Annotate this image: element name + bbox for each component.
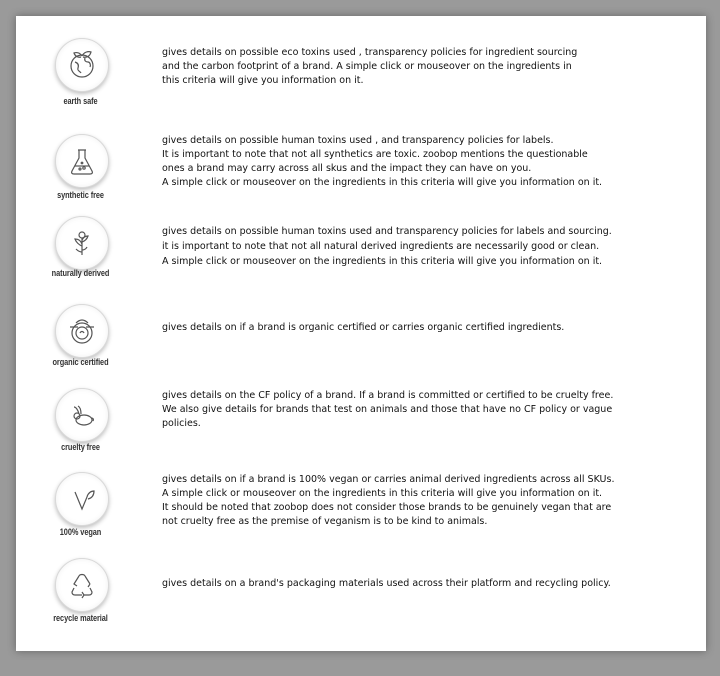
criteria-description: gives details on a brand's packaging materials used across their platform and recycling policy. — [162, 578, 611, 589]
criteria-label: synthetic free — [57, 190, 104, 200]
plant-icon — [55, 216, 109, 270]
recycle-icon — [55, 558, 109, 612]
criteria-label: earth safe — [63, 96, 98, 106]
organic-seal-icon — [55, 304, 109, 358]
criteria-label: recycle material — [53, 613, 108, 623]
criteria-description: gives details on possible human toxins used and transparency policies for labels and sourcing. it is important to note that not all natural derived ingredients are necessarily good or clean. A simple click or mouseover on the ingredients in this criteria will give you information on it. — [162, 226, 612, 267]
criteria-label: cruelty free — [61, 442, 100, 452]
flask-icon — [55, 134, 109, 188]
criteria-label: 100% vegan — [59, 527, 102, 537]
rabbit-icon — [55, 388, 109, 442]
earth-leaf-icon — [55, 38, 109, 92]
criteria-description: gives details on the CF policy of a brand. If a brand is committed or certified to be cruelty free. We also give details for brands that test on animals and those that have no CF policy or vague policies. — [162, 390, 614, 429]
criteria-description: gives details on if a brand is 100% vegan or carries animal derived ingredients across all SKUs. A simple click or mouseover on the ingredients in this criteria will give you information on it. It should be noted that zoobop does not consider those brands to be genuinely vegan that are not cruelty free as the premise of veganism is to be kind to animals. — [162, 474, 615, 527]
criteria-description: gives details on possible human toxins used , and transparency policies for labels. It is important to note that not all synthetics are toxic. zoobop mentions the questionable ones a brand may carry across all skus and the impact they can have on you. A simple click or mouseover on the ingredients in this criteria will give you information on it. — [162, 135, 603, 188]
criteria-description: gives details on possible eco toxins used , transparency policies for ingredient sourcing and the carbon footprint of a brand. A simple click or mouseover on the ingredients in this criteria will give you information on it. — [162, 47, 578, 86]
criteria-label: organic certified — [52, 357, 109, 367]
criteria-label: naturally derived — [51, 268, 110, 278]
criteria-description: gives details on if a brand is organic certified or carries organic certified ingredients. — [162, 322, 565, 333]
vegan-v-leaf-icon — [55, 472, 109, 526]
criteria-card — [16, 16, 706, 651]
